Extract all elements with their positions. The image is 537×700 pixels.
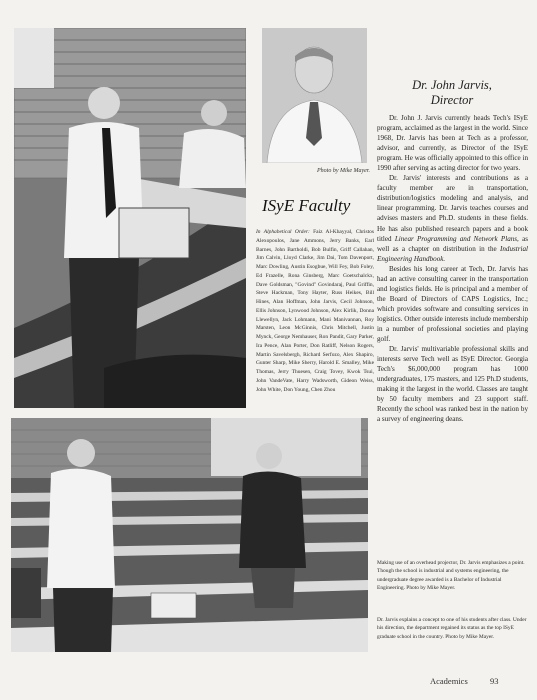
director-name: Dr. John Jarvis, [412, 78, 492, 92]
page-number: 93 [490, 676, 499, 686]
caption-projector: Making use of an overhead projector, Dr. Jarvis emphasizes a point. Though the school is industrial and systems engineering, the undergraduate degree awarded is a Bachelor of Industrial Engineering. Photo by Mike Mayer. [377, 560, 525, 592]
book-title: Linear Programming and Network Plans, [394, 234, 519, 243]
portrait-credit: Photo by Mike Mayer. [317, 168, 370, 174]
bio-paragraph: Besides his long career at Tech, Dr. Jarvis has had an active consulting career in the transportation and logistics fields. He is principal and a member of the Board of Directors of CAPS Logistics, Inc.; which provides software and consulting services in logistics. Other outside interests include membership in a number of professional societies and playing golf. [377, 264, 528, 344]
director-heading [372, 78, 532, 108]
after-class-photo [11, 418, 368, 652]
page-footer [430, 676, 499, 686]
director-bio [377, 113, 528, 424]
bio-paragraph: Dr. Jarvis' multivariable professional skills and interests serve Tech well as ISyE Director. Georgia Tech's $6,000,000 program has 1000 undergraduates, 175 masters, and 125 Ph.D students, making it the largest in the world. Classes are taught by 50 faculty members and 23 support staff. Recently the school was ranked best in the nation by a survey of engineering deans. [377, 345, 528, 424]
caption-after-class: Dr. Jarvis explains a concept to one of his students after class. Under his direction, the department regained its status as the top ISyE graduate school in the country. Photo by Mike Mayer. [377, 617, 527, 640]
faculty-list-lead: In Alphabetical Order: [256, 229, 310, 235]
bio-paragraph: Dr. Jarvis' interests and contributions as a faculty member are in transportation, distribution/logistics modeling and analysis, and linear programming. Dr. Jarvis teaches courses and advises masters and Ph.D. students in these fields. He has also published research papers and a book titled Linear Programming and Network Plans, as well as a chapter on distribution in the Industrial Engineering Handbook. [377, 174, 528, 263]
portrait-photo [262, 28, 367, 163]
faculty-names: Faiz Al-Khayyal, Christos Alexopoulos, Jane Ammons, Jerry Banks, Earl Barnes, John Bartholdi, Bob Bulfin, Griff Callahan, Jim Calvin, Lloyd Clarke, Jim Dai, Tom Davenport, Marc Dowling, Austin Esogbue, Will Fey, Bob Foley, Ed Frazelle, Rona Ginsberg, Marc Goetschalckx, Dave Goldsman, "Govind" Govindaraj, Paul Griffin, Steve Hackman, Tony Hayter, Russ Heikes, Bill Hines, Alan Hoffman, John Jarvis, Cecil Johnson, Ellis Johnson, Lynwood Johnson, Alex Kirlik, Donna Llewellyn, Jack Lohmann, Mani Manivannan, Roy Marsten, Leon McGinnis, Chris Mitchell, Justin Mynck, George Nemhauser, Ron Pandit, Gary Parker, Ira Pence, Alan Porter, Don Ratliff, Nelson Rogers, Martin Savelsbergh, Richard Serfozo, Alex Shapiro, Gunter Sharp, Mike Sherry, Harold E. Smalley, Mike Thomas, Jerry Thuesen, Craig Tovey, Kwok Tsui, John VandeVate, Harry Wadsworth, Gideon Weiss, John White, Don Young, Chen Zhou [256, 229, 375, 393]
bio-paragraph: Dr. John J. Jarvis currently heads Tech's ISyE program, acclaimed as the largest in the world. Since 1968, Dr. Jarvis has been at Tech as a professor, advisor, and currently, as Director of the ISyE program. He was officially appointed to this office in 1990 after serving as acting director for two years. [377, 114, 528, 173]
handbook-title: Industrial Engineering Handbook. [377, 244, 528, 263]
classroom-photo [14, 28, 246, 408]
footer-section: Academics [430, 676, 468, 686]
director-role: Director [430, 93, 474, 107]
faculty-list [256, 228, 374, 394]
section-title: ISyE Faculty [262, 196, 351, 215]
